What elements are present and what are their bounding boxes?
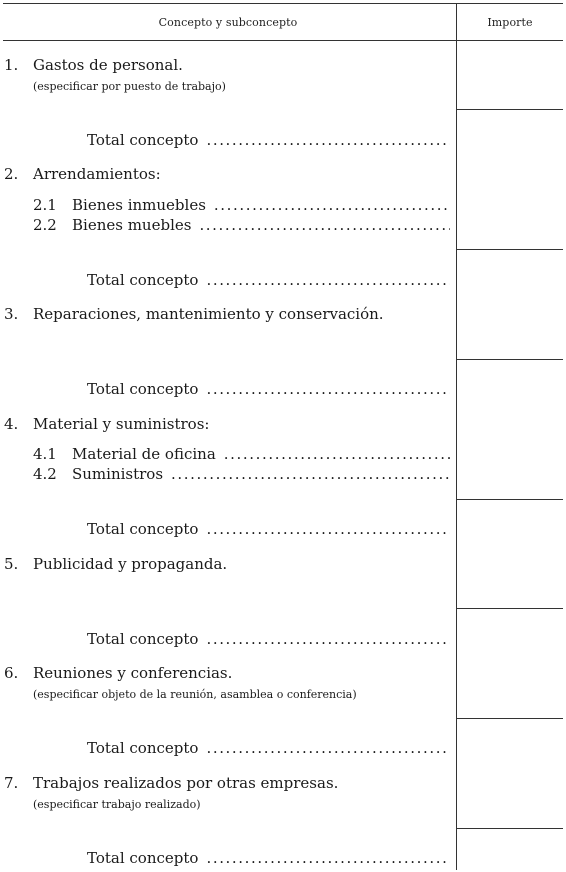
section-number: 2.: [4, 165, 19, 183]
header-bottom-rule: [3, 40, 563, 41]
section-note: (especificar trabajo realizado): [33, 798, 201, 811]
total-row: [87, 380, 450, 398]
total-label: Total concepto: [87, 271, 199, 289]
leader-dots: [206, 849, 450, 867]
section-title: Material y suministros:: [33, 415, 210, 433]
section-title: Gastos de personal.: [33, 56, 183, 74]
importe-rule-2: [456, 249, 563, 250]
subitem-number: 2.1: [33, 196, 57, 214]
total-row: [87, 271, 450, 289]
leader-dots: [206, 131, 450, 149]
importe-rule-1: [456, 109, 563, 110]
subitem-row: [33, 196, 450, 216]
total-label: Total concepto: [87, 520, 199, 538]
total-row: [87, 630, 450, 648]
subitem-row: [33, 465, 450, 485]
section-title: Trabajos realizados por otras empresas.: [33, 774, 339, 792]
section-title: Reuniones y conferencias.: [33, 664, 233, 682]
section-title: Arrendamientos:: [33, 165, 161, 183]
subitem-label: Bienes muebles: [72, 216, 192, 234]
importe-rule-6: [456, 718, 563, 719]
header-concepto: Concepto y subconcepto: [158, 16, 298, 29]
total-row: [87, 739, 450, 757]
total-label: Total concepto: [87, 630, 199, 648]
section-number: 6.: [4, 664, 19, 682]
section-title: Publicidad y propaganda.: [33, 555, 228, 573]
section-number: 4.: [4, 415, 19, 433]
leader-dots: [171, 465, 450, 483]
importe-rule-7: [456, 828, 563, 829]
table-top-rule: [3, 3, 563, 4]
leader-dots: [224, 445, 450, 463]
total-label: Total concepto: [87, 849, 199, 867]
subitem-number: 4.1: [33, 445, 57, 463]
section-number: 5.: [4, 555, 19, 573]
leader-dots: [206, 630, 450, 648]
section-note: (especificar objeto de la reunión, asamblea o conferencia): [33, 688, 357, 701]
importe-column-divider: [456, 3, 457, 870]
leader-dots: [206, 380, 450, 398]
importe-rule-4: [456, 499, 563, 500]
subitem-row: [33, 216, 450, 236]
total-row: [87, 131, 450, 149]
subitem-row: [33, 445, 450, 465]
total-row: [87, 520, 450, 538]
section-number: 3.: [4, 305, 19, 323]
total-label: Total concepto: [87, 739, 199, 757]
subitem-label: Bienes inmuebles: [72, 196, 206, 214]
total-label: Total concepto: [87, 131, 199, 149]
subitem-number: 2.2: [33, 216, 57, 234]
leader-dots: [206, 739, 450, 757]
importe-rule-5: [456, 608, 563, 609]
section-title: Reparaciones, mantenimiento y conservación.: [33, 305, 384, 323]
leader-dots: [214, 196, 450, 214]
subitem-number: 4.2: [33, 465, 57, 483]
total-label: Total concepto: [87, 380, 199, 398]
subitem-label: Material de oficina: [72, 445, 216, 463]
header-importe: Importe: [487, 16, 533, 29]
leader-dots: [206, 271, 450, 289]
total-row: [87, 849, 450, 867]
subitem-label: Suministros: [72, 465, 164, 483]
section-number: 1.: [4, 56, 19, 74]
section-number: 7.: [4, 774, 19, 792]
section-note: (especificar por puesto de trabajo): [33, 80, 226, 93]
leader-dots: [206, 520, 450, 538]
leader-dots: [199, 216, 450, 234]
importe-rule-3: [456, 359, 563, 360]
